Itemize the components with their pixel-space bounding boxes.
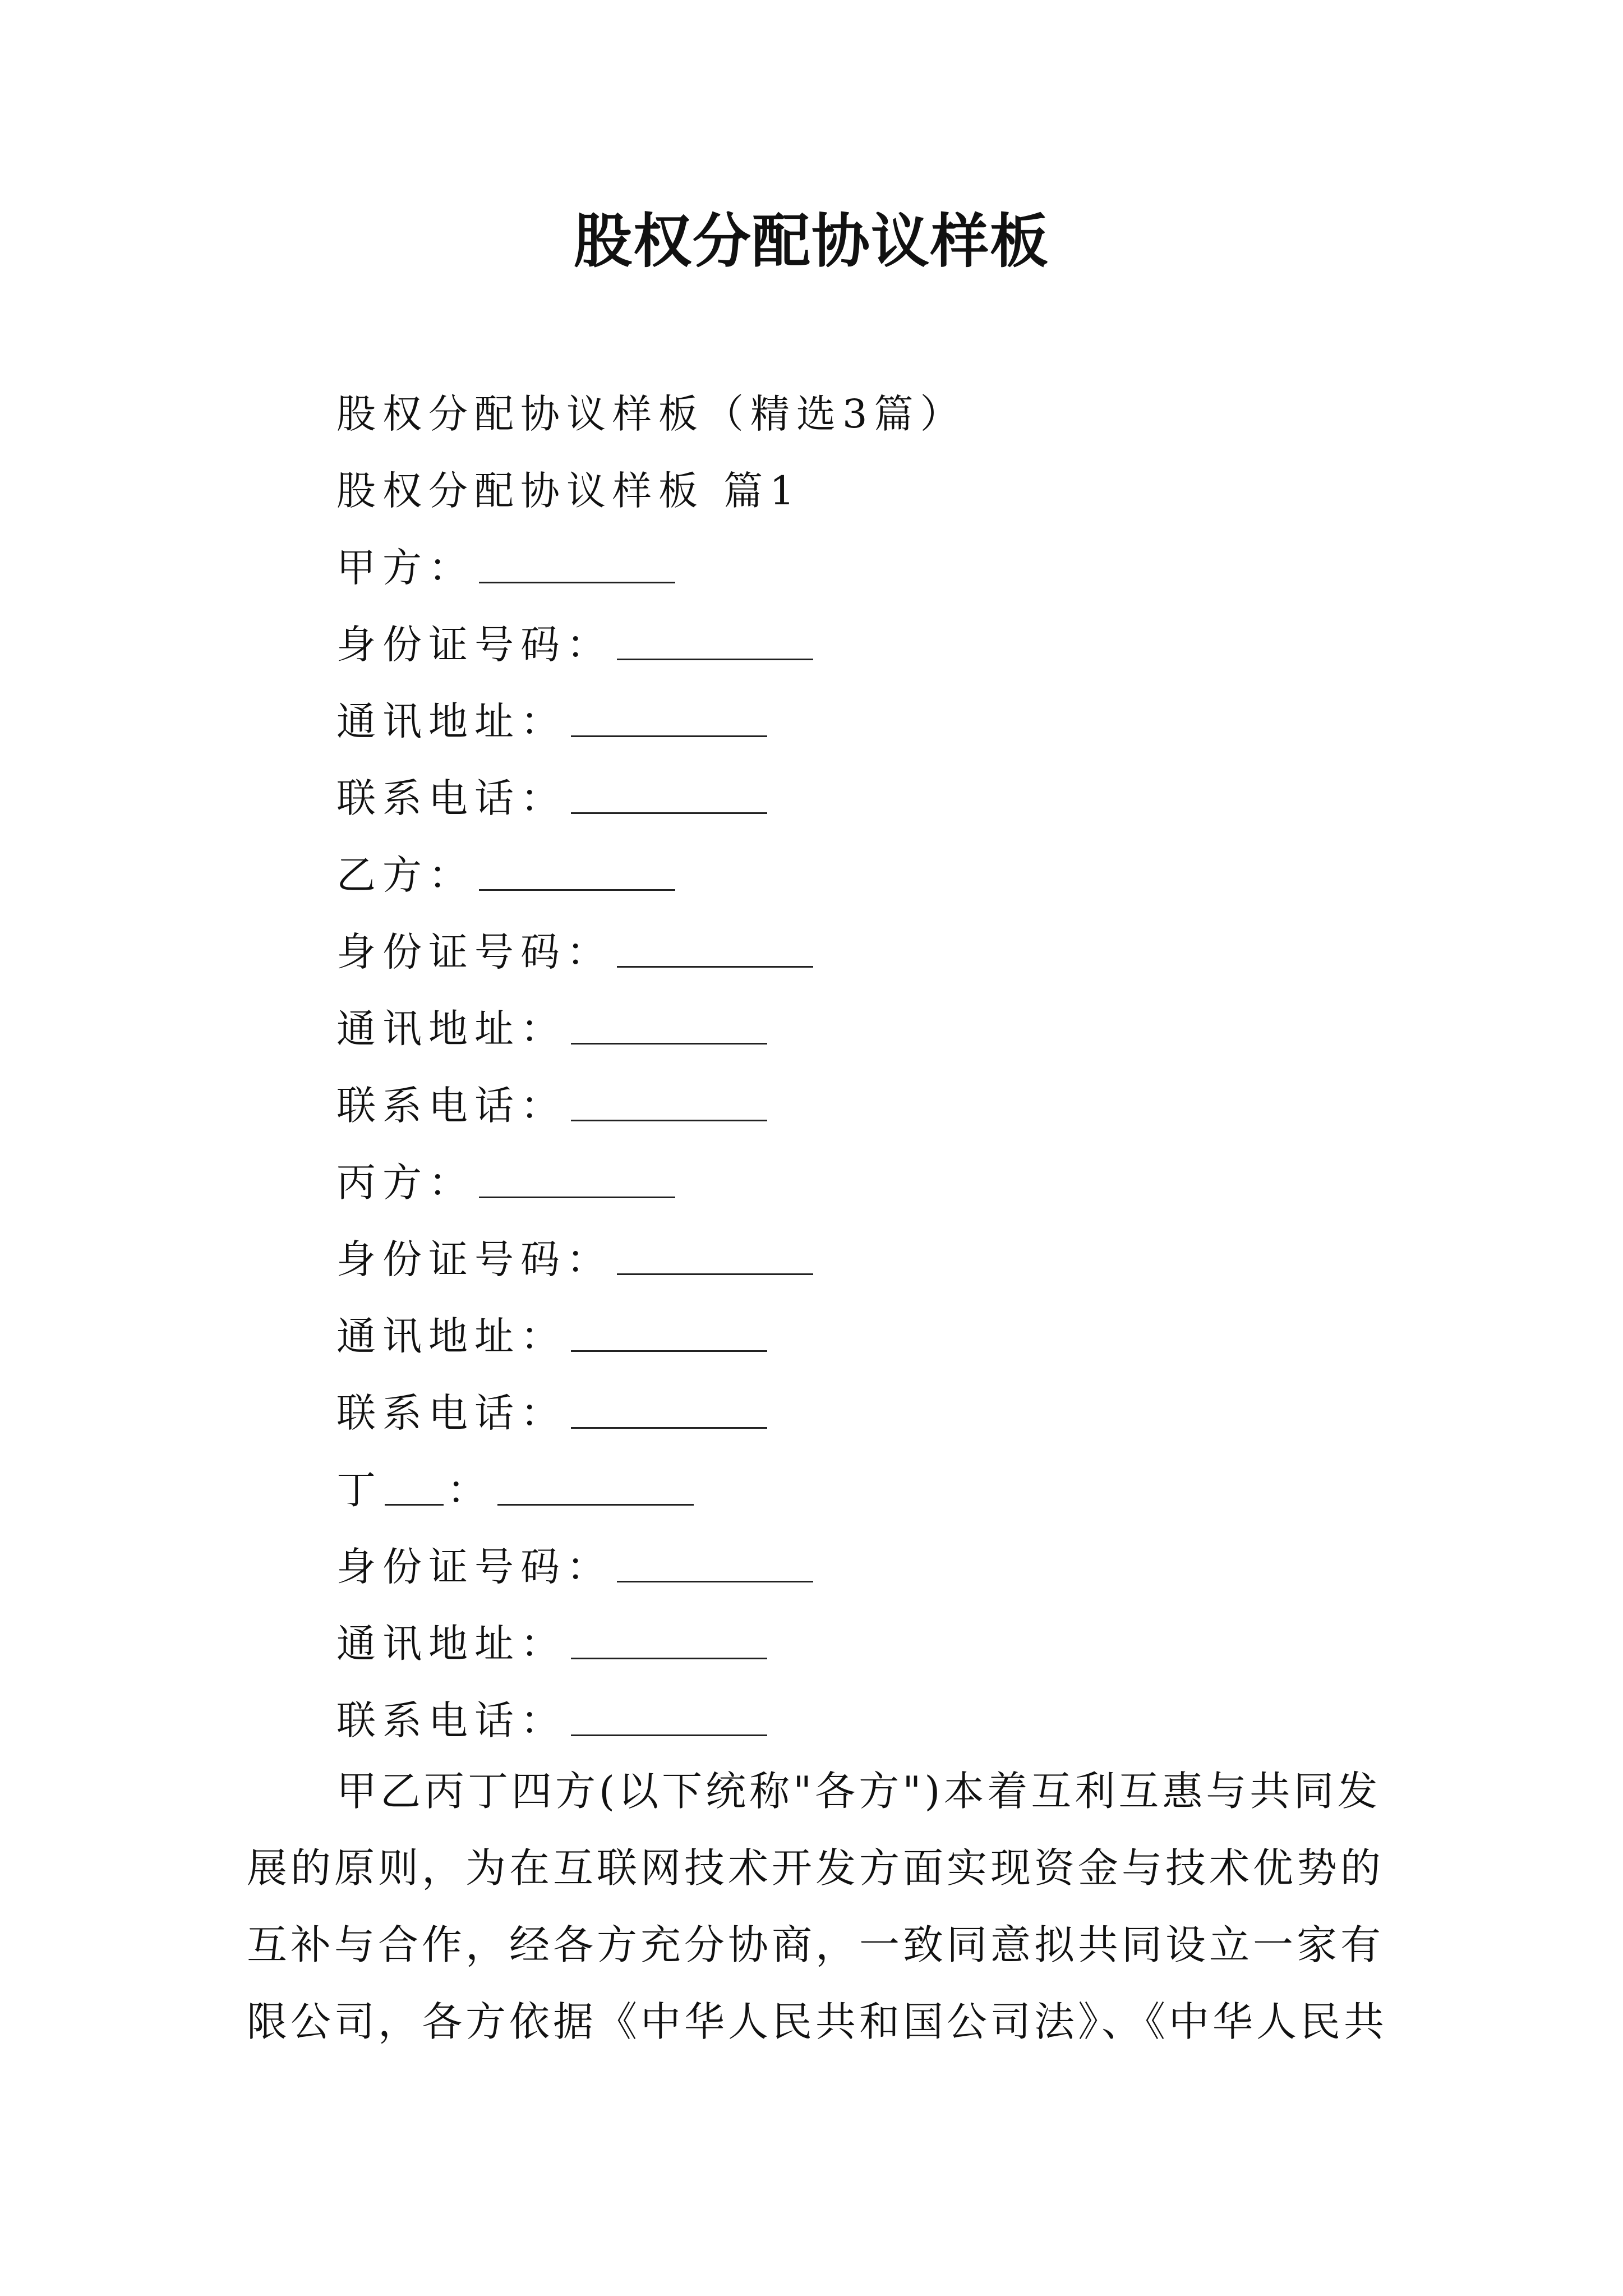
party-a-address-row [336,683,1458,760]
party-d-label-suffix: ： [447,1467,493,1513]
party-d-label-prefix: 丁 [336,1467,382,1513]
party-d-row [336,1452,1458,1529]
party-c-address-label: 通讯地址： [336,1313,566,1359]
party-a-label: 甲方： [336,545,474,591]
party-c-id-blank [617,1273,813,1275]
party-d-address-blank [571,1658,767,1659]
party-a-blank [479,582,675,583]
party-d-phone-row [336,1682,1458,1759]
party-b-id-blank [617,966,813,968]
party-c-address-row [336,1298,1458,1375]
party-b-address-blank [571,1043,767,1045]
party-a-address-blank [571,735,767,737]
party-b-address-row [336,991,1458,1068]
party-a-address-label: 通讯地址： [336,698,566,744]
section-heading: 股权分配协议样板 篇1 [336,468,801,514]
party-b-blank [479,889,675,891]
party-a-id-blank [617,659,813,660]
party-a-row [336,530,1458,606]
party-d-name-blank [385,1504,444,1506]
party-a-phone-blank [571,812,767,814]
document-title: 股权分配协议样板 [573,206,1049,275]
paragraph-line: 甲乙丙丁四方(以下统称"各方")本着互利互惠与共同发 [336,1768,1381,1815]
party-d-address-label: 通讯地址： [336,1621,566,1667]
party-c-label: 丙方： [336,1159,474,1205]
party-a-phone-label: 联系电话： [336,775,566,821]
party-c-phone-blank [571,1427,767,1429]
party-info-list [336,376,1458,1759]
party-d-id-row [336,1529,1458,1605]
party-c-id-row [336,1221,1458,1298]
party-b-phone-blank [571,1120,767,1121]
party-c-phone-label: 联系电话： [336,1390,566,1436]
party-c-phone-row [336,1375,1458,1452]
party-c-row [336,1144,1458,1221]
party-d-phone-label: 联系电话： [336,1697,566,1743]
paragraph-line: 限公司，各方依据《中华人民共和国公司法》、《中华人民共 [247,1998,1388,2045]
party-d-blank [497,1504,694,1506]
body-paragraph [247,1753,1391,2060]
paragraph-line: 互补与合作，经各方充分协商，一致同意拟共同设立一家有 [247,1921,1385,1968]
party-b-row [336,837,1458,914]
party-d-id-label: 身份证号码： [336,1544,612,1590]
party-b-id-label: 身份证号码： [336,929,612,975]
party-b-label: 乙方： [336,852,474,898]
party-a-id-label: 身份证号码： [336,622,612,668]
party-c-id-label: 身份证号码： [336,1236,612,1282]
party-d-address-row [336,1605,1458,1682]
party-b-address-label: 通讯地址： [336,1006,566,1052]
party-d-phone-blank [571,1734,767,1736]
party-a-phone-row [336,760,1458,837]
party-d-id-blank [617,1581,813,1582]
party-b-phone-label: 联系电话： [336,1083,566,1129]
subtitle: 股权分配协议样板（精选3篇） [336,391,966,437]
party-c-blank [479,1197,675,1198]
paragraph-line: 展的原则，为在互联网技术开发方面实现资金与技术优势的 [247,1844,1385,1892]
party-b-phone-row [336,1068,1458,1144]
party-c-address-blank [571,1350,767,1352]
party-a-id-row [336,606,1458,683]
party-b-id-row [336,914,1458,991]
